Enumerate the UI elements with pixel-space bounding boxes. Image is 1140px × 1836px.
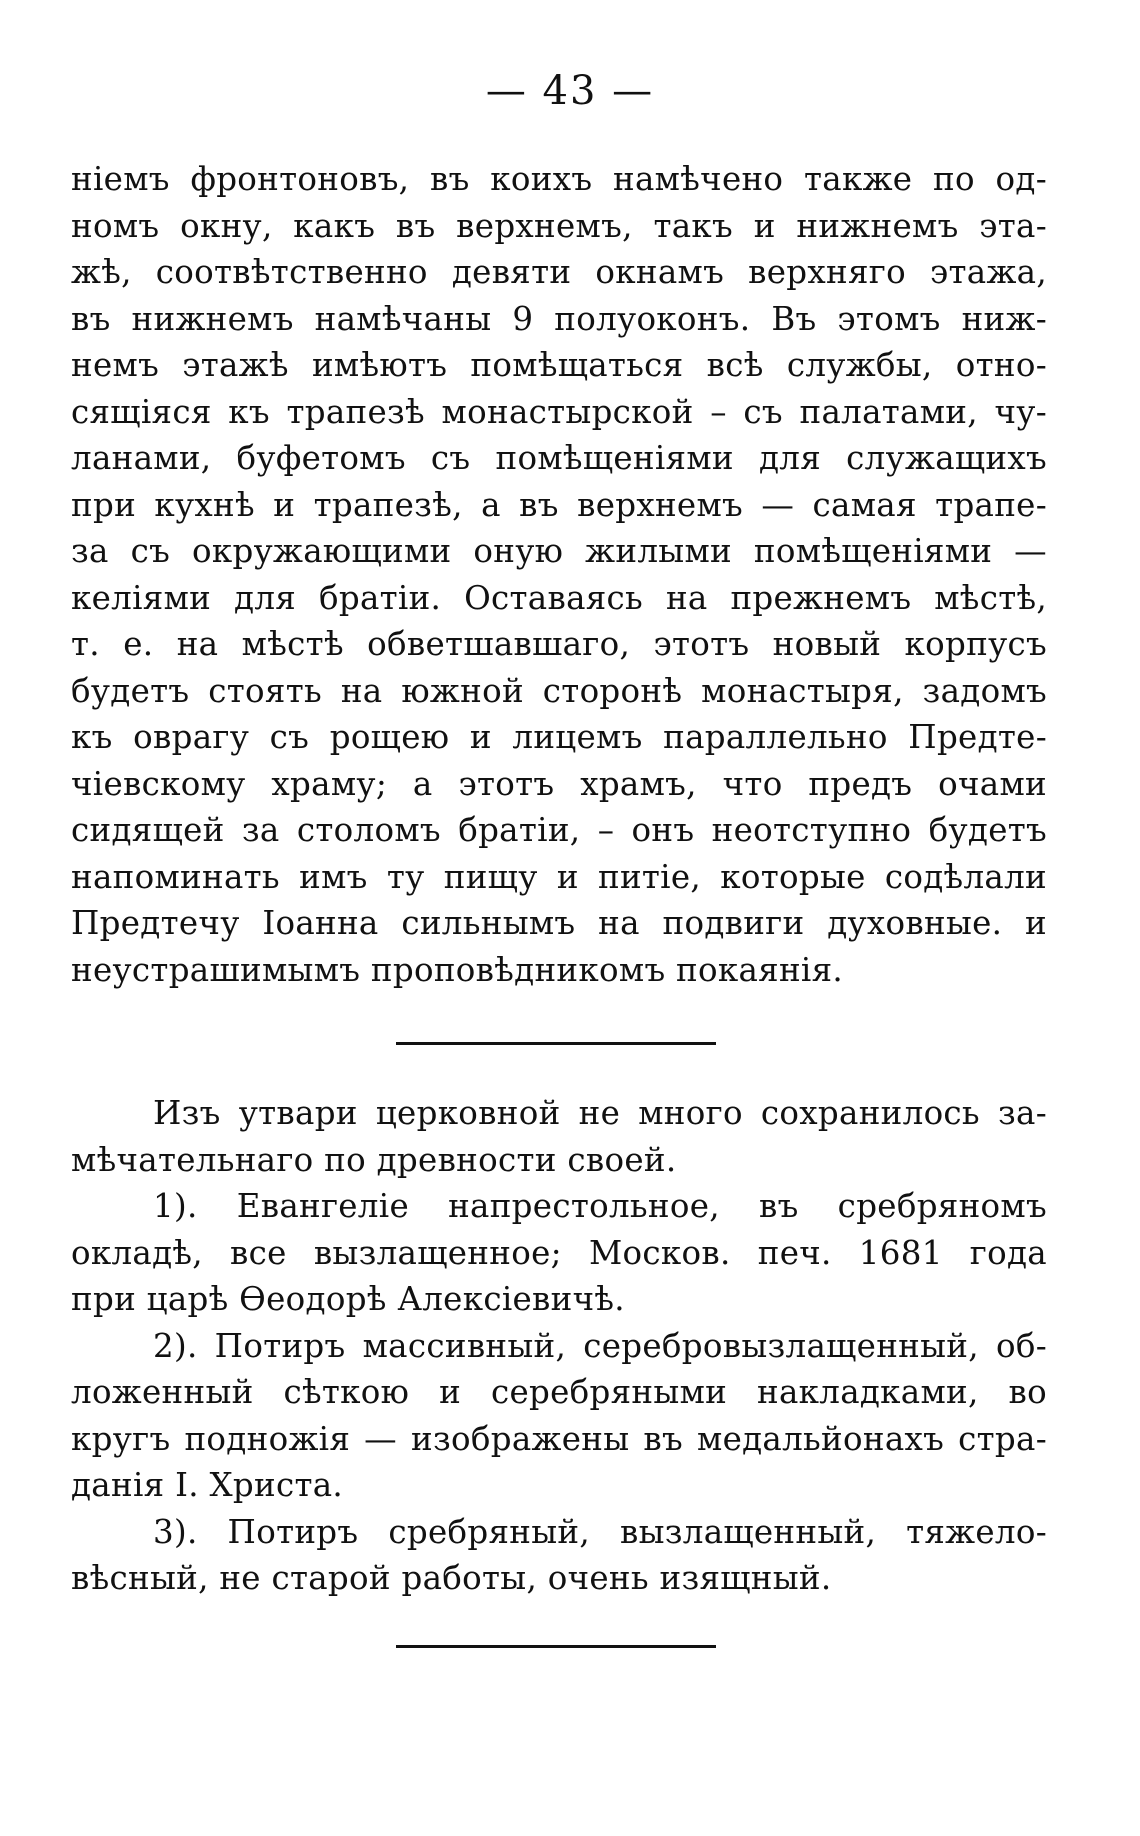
list-item-line: вѣсный, не старой работы, очень изящный. <box>71 1559 832 1597</box>
page-number: — 43 — <box>485 68 655 114</box>
list-item-line: 1). Евангеліе напрестольное, въ сребряномъ <box>153 1187 1047 1225</box>
text-line: сящіяся къ трапезѣ монастырской – съ палатами, чу- <box>71 392 1047 431</box>
text-line: сидящей за столомъ братіи, – онъ неотступно будетъ <box>71 811 1047 849</box>
text-line: мѣчательнаго по древности своей. <box>71 1140 677 1179</box>
list-item-line: окладѣ, все вызлащенное; Москов. печ. 1681 года <box>71 1233 1047 1272</box>
text-line: ланами, буфетомъ съ помѣщеніями для служащихъ <box>71 439 1047 477</box>
text-line: т. е. на мѣстѣ обветшавшаго, этотъ новый корпусъ <box>71 625 1047 663</box>
paragraph-building-description <box>71 156 1047 993</box>
text-line: чіевскому храму; а этотъ храмъ, что предъ очами <box>71 764 1047 803</box>
list-item-line: при царѣ Ѳеодорѣ Алексіевичѣ. <box>71 1280 625 1318</box>
list-item-line: кругъ подножія — изображены въ медальйонахъ стра- <box>71 1419 1047 1458</box>
text-line: при кухнѣ и трапезѣ, а въ верхнемъ — самая трапе- <box>71 485 1047 524</box>
list-item-line: ложенный сѣткою и серебряными накладками, во <box>71 1373 1047 1411</box>
text-line: неустрашимымъ проповѣдникомъ покаянія. <box>71 950 844 989</box>
text-line: жѣ, соотвѣтственно девяти окнамъ верхняго этажа, <box>71 253 1047 291</box>
text-line: къ оврагу съ рощею и лицемъ параллельно Предте- <box>71 718 1047 756</box>
text-line: въ нижнемъ намѣчаны 9 полуоконъ. Въ этомъ ниж- <box>71 299 1047 338</box>
list-item-line: данія І. Христа. <box>71 1466 344 1504</box>
text-line: келіями для братіи. Оставаясь на прежнемъ мѣстѣ, <box>71 578 1047 617</box>
section-divider <box>396 1042 716 1045</box>
text-line: Предтечу Іоанна сильнымъ на подвиги духовные. и <box>71 904 1047 942</box>
text-line: ніемъ фронтоновъ, въ коихъ намѣчено также по од- <box>71 160 1047 198</box>
text-line: немъ этажѣ имѣютъ помѣщаться всѣ службы, отно- <box>71 346 1047 384</box>
text-line: номъ окну, какъ въ верхнемъ, такъ и нижнемъ эта- <box>71 206 1047 245</box>
list-item-line: 3). Потиръ сребряный, вызлащенный, тяжело- <box>153 1512 1047 1551</box>
text-line: напоминать имъ ту пищу и питіе, которые содѣлали <box>71 857 1047 896</box>
section-divider <box>396 1645 716 1648</box>
text-line: Изъ утвари церковной не много сохранилось за- <box>153 1094 1047 1132</box>
text-line: за съ окружающими оную жилыми помѣщеніями — <box>71 532 1047 570</box>
text-line: будетъ стоять на южной сторонѣ монастыря, задомъ <box>71 671 1047 710</box>
paragraph-church-utensils <box>71 1090 1047 1602</box>
list-item-line: 2). Потиръ массивный, серебровызлащенный, об- <box>153 1326 1047 1365</box>
